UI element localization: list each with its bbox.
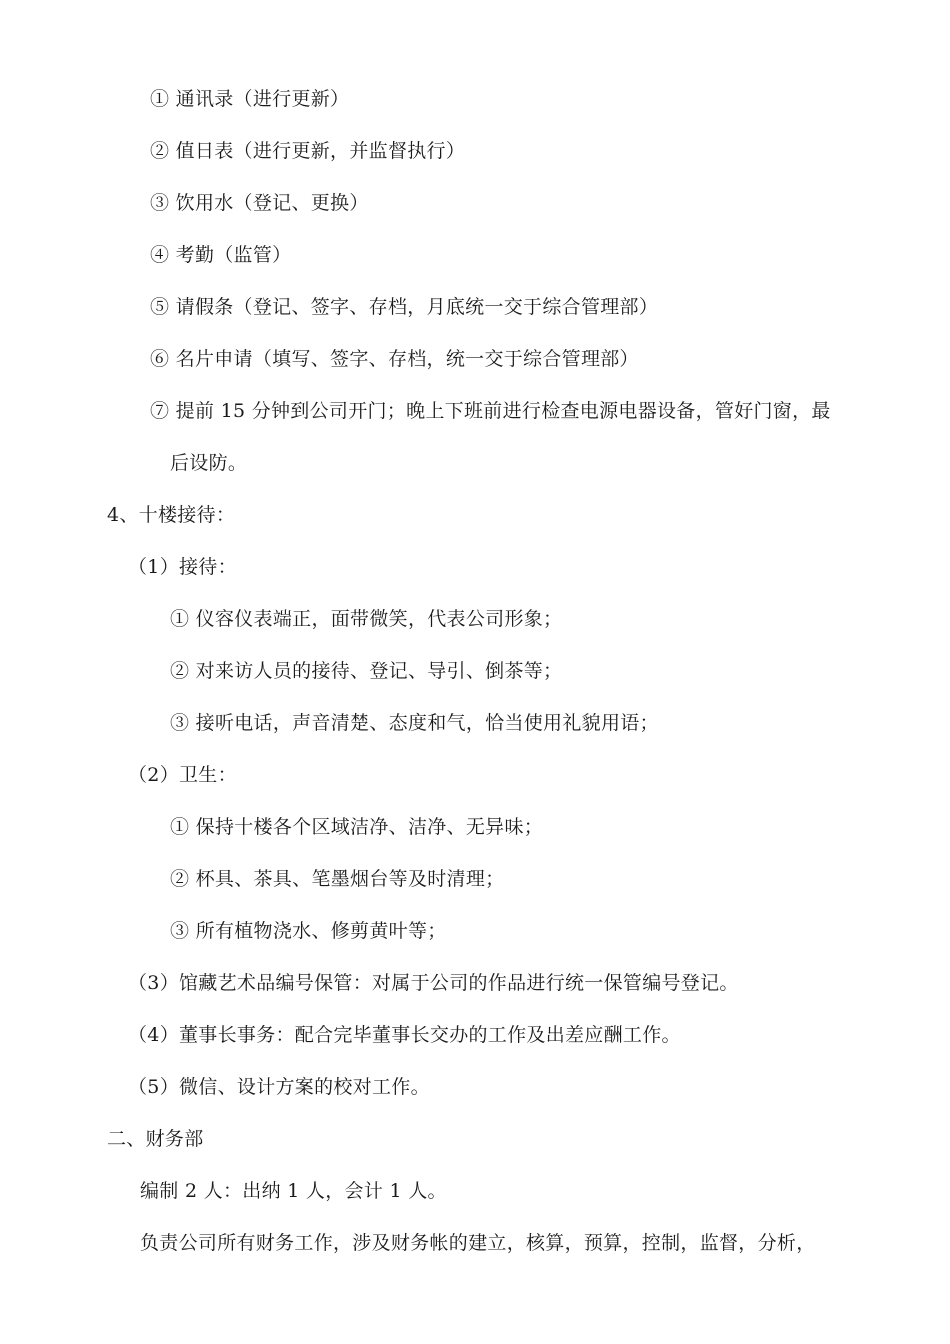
subsection-chairman: （4）董事长事务：配合完毕董事长交办的工作及出差应酬工作。 (128, 1024, 681, 1046)
list-item-appearance: ① 仪容仪表端正，面带微笑，代表公司形象； (170, 608, 563, 630)
subsection-artwork: （3）馆藏艺术品编号保管：对属于公司的作品进行统一保管编号登记。 (128, 972, 739, 994)
list-item-plants: ③ 所有植物浇水、修剪黄叶等； (170, 920, 447, 942)
list-item-tableware: ② 杯具、茶具、笔墨烟台等及时清理； (170, 868, 505, 890)
list-item-duty-roster: ② 值日表（进行更新，并监督执行） (150, 140, 466, 162)
list-item-leave-slip: ⑤ 请假条（登记、签字、存档，月底统一交于综合管理部） (150, 296, 659, 318)
paragraph-responsibilities: 负责公司所有财务工作，涉及财务帐的建立，核算，预算，控制，监督，分析， (140, 1232, 816, 1254)
subsection-heading-hygiene: （2）卫生： (128, 764, 237, 786)
list-item-phone: ③ 接听电话，声音清楚、态度和气，恰当使用礼貌用语； (170, 712, 659, 734)
section-heading-reception: 4、十楼接待： (107, 504, 236, 526)
list-item-business-card: ⑥ 名片申请（填写、签字、存档，统一交于综合管理部） (150, 348, 639, 370)
list-item-open-close-cont: 后设防。 (170, 452, 248, 474)
list-item-open-close: ⑦ 提前 15 分钟到公司开门；晚上下班前进行检查电源电器设备，管好门窗，最 (150, 400, 831, 422)
list-item-attendance: ④ 考勤（监管） (150, 244, 292, 266)
list-item-clean-areas: ① 保持十楼各个区域洁净、洁净、无异味； (170, 816, 544, 838)
list-item-visitors: ② 对来访人员的接待、登记、导引、倒茶等； (170, 660, 563, 682)
section-heading-finance: 二、财务部 (107, 1128, 204, 1150)
subsection-wechat: （5）微信、设计方案的校对工作。 (128, 1076, 430, 1098)
subsection-heading-reception: （1）接待： (128, 556, 237, 578)
paragraph-staffing: 编制 2 人：出纳 1 人，会计 1 人。 (140, 1180, 447, 1202)
list-item-drinking-water: ③ 饮用水（登记、更换） (150, 192, 369, 214)
list-item-contacts: ① 通讯录（进行更新） (150, 88, 350, 110)
